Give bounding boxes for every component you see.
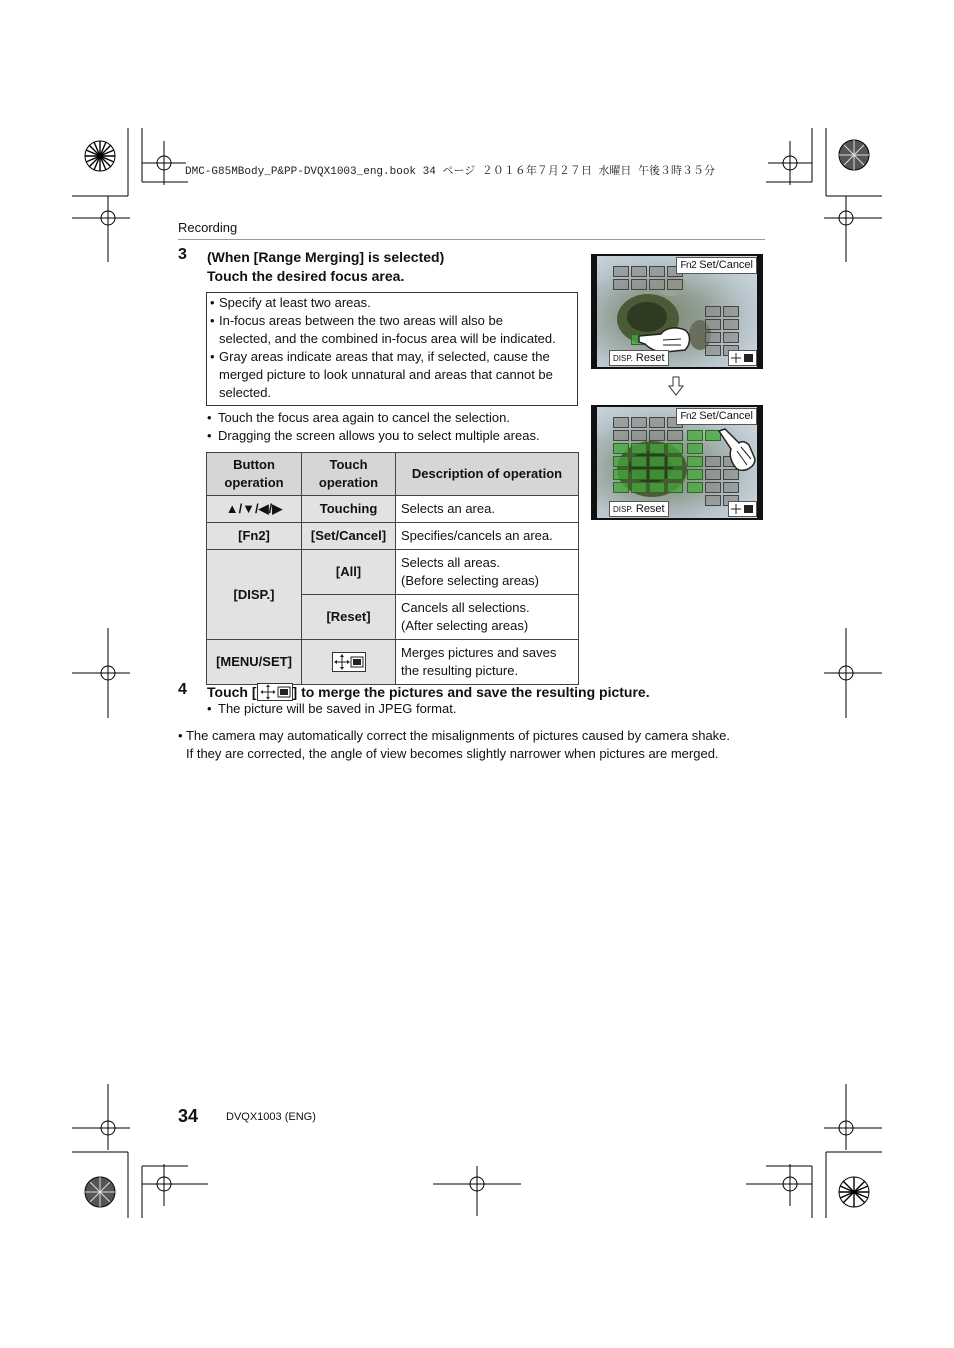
step-3-title-line2: Touch the desired focus area. [207, 268, 405, 284]
tip-item: • Dragging the screen allows you to select multiple areas. [207, 428, 540, 443]
step-4-number: 4 [178, 681, 187, 698]
table-row [207, 550, 579, 595]
page-number: 34 [178, 1106, 199, 1126]
step-4-title: Touch [ ] to merge the pictures and save the resulting picture. [207, 684, 650, 700]
cell-button: [DISP.] [207, 550, 302, 640]
header-touch-operation: Touch operation [302, 453, 396, 496]
step-3-number: 3 [178, 246, 187, 263]
merge-icon [729, 351, 756, 365]
book-file-line: DMC-G85MBody_P&PP-DVQX1003_eng.book 34 ページ ２０１６年７月２７日 水曜日 午後３時３５分 [185, 166, 716, 178]
section-divider [178, 239, 765, 240]
header-button-operation: Button operation [207, 453, 302, 496]
step-3-tips [207, 409, 540, 445]
cell-description: Selects an area. [396, 496, 579, 523]
merge-button[interactable] [728, 350, 757, 366]
cell-touch: [Set/Cancel] [302, 523, 396, 550]
section-label: Recording [178, 220, 238, 235]
cell-description: Selects all areas. (Before selecting areas) [396, 550, 579, 595]
set-cancel-button[interactable]: Fn2 Set/Cancel [676, 257, 757, 274]
cell-button: [MENU/SET] [207, 640, 302, 685]
note-item: • In-focus areas between the two areas will also be selected, and the combined in-focus area will be indicated. [210, 313, 556, 346]
camera-screen-after [591, 405, 763, 520]
step-3-title [207, 248, 444, 286]
table-header-row [207, 453, 579, 496]
note-item: • Specify at least two areas. [210, 295, 371, 310]
merge-button[interactable] [728, 501, 757, 517]
note-box [206, 292, 578, 406]
operation-table [206, 452, 579, 685]
cell-touch: [All] [302, 550, 396, 595]
cell-button: [Fn2] [207, 523, 302, 550]
reset-button[interactable]: DISP. Reset [609, 501, 669, 517]
cell-touch: [Reset] [302, 595, 396, 640]
merge-icon [729, 502, 756, 516]
step-3-title-line1: (When [Range Merging] is selected) [207, 249, 445, 265]
table-row [207, 523, 579, 550]
footnote: • The camera may automatically correct the misalignments of pictures caused by camera shake. If they are corrected, the angle of view becomes slightly narrower when pictures are merged. [178, 728, 731, 761]
cell-button: ▲/▼/◀/▶ [207, 496, 302, 523]
hand-pointer-icon [713, 427, 759, 473]
set-cancel-button[interactable]: Fn2 Set/Cancel [676, 408, 757, 425]
cell-description: Cancels all selections. (After selecting areas) [396, 595, 579, 640]
camera-screen-before [591, 254, 763, 369]
reset-button[interactable]: DISP. Reset [609, 350, 669, 366]
cell-description: Merges pictures and saves the resulting picture. [396, 640, 579, 685]
table-row [207, 496, 579, 523]
cell-description: Specifies/cancels an area. [396, 523, 579, 550]
table-row [207, 640, 579, 685]
cell-touch: Touching [302, 496, 396, 523]
tip-item: • Touch the focus area again to cancel the selection. [207, 410, 510, 425]
arrow-down-icon [668, 376, 684, 396]
document-code: DVQX1003 (ENG) [226, 1111, 316, 1123]
merge-icon [332, 652, 366, 672]
merge-icon [257, 683, 293, 701]
header-description: Description of operation [396, 453, 579, 496]
cell-touch [302, 640, 396, 685]
note-item: • Gray areas indicate areas that may, if selected, cause the merged picture to look unnatural and areas that cannot be selected. [210, 349, 553, 400]
step-4-note: • The picture will be saved in JPEG format. [207, 701, 457, 716]
